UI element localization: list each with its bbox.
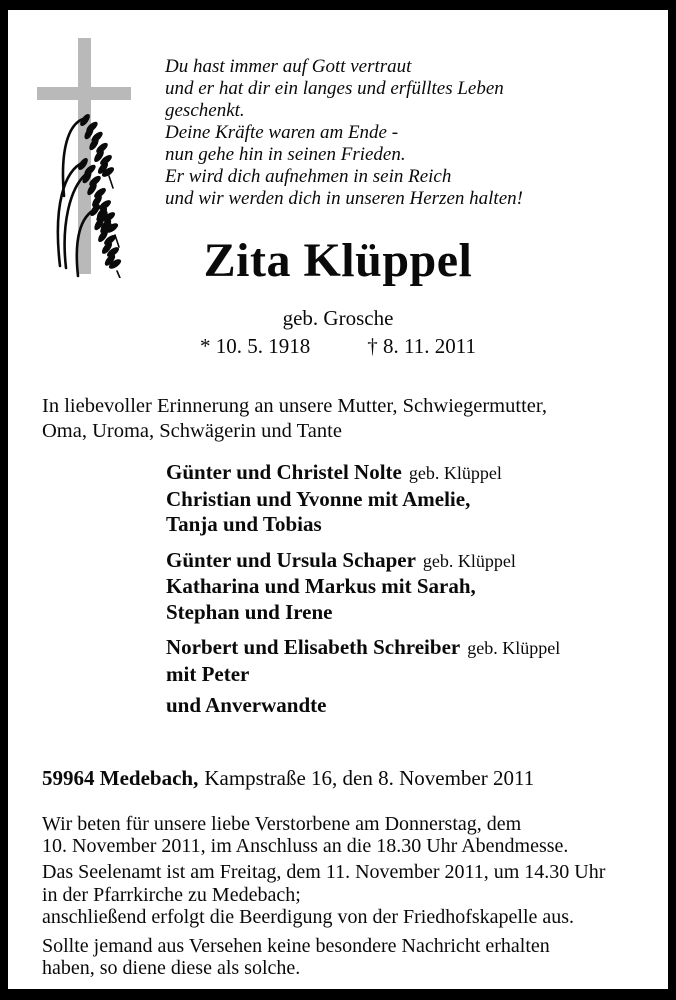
place-date-line bbox=[42, 766, 534, 791]
maiden-name: geb. Grosche bbox=[282, 306, 394, 330]
funeral-service-announcement bbox=[42, 861, 605, 929]
prayer-announcement bbox=[42, 814, 568, 857]
verse-line: geschenkt. bbox=[165, 100, 245, 121]
notification-notice bbox=[42, 935, 550, 979]
mourner-names: Günter und Ursula Schaper bbox=[166, 547, 416, 572]
verse-line: Deine Kräfte waren am Ende - bbox=[165, 122, 399, 143]
maiden-suffix: geb. Klüppel bbox=[408, 463, 502, 483]
paragraph-line: Das Seelenamt ist am Freitag, dem 11. November 2011, um 14.30 Uhr bbox=[42, 861, 606, 883]
verse-line: Er wird dich aufnehmen in sein Reich bbox=[165, 166, 452, 187]
intro-line: In liebevoller Erinnerung an unsere Mutter, Schwiegermutter, bbox=[42, 395, 547, 417]
mourner-line: mit Peter bbox=[166, 661, 250, 686]
maiden-suffix: geb. Klüppel bbox=[467, 638, 561, 658]
mourner-group bbox=[166, 693, 560, 719]
paragraph-line: Sollte jemand aus Versehen keine besondere Nachricht erhalten bbox=[42, 935, 550, 957]
mourner-head bbox=[166, 460, 560, 487]
mourner-line: Katharina und Markus mit Sarah, bbox=[166, 574, 476, 598]
mourner-group bbox=[166, 548, 560, 626]
paragraph-line: 10. November 2011, im Anschluss an die 18.30 Uhr Abendmesse. bbox=[42, 834, 569, 857]
mourner-names: Norbert und Elisabeth Schreiber bbox=[166, 635, 461, 659]
intro-line: Oma, Uroma, Schwägerin und Tante bbox=[42, 420, 342, 442]
verse-line: und wir werden dich in unseren Herzen halten! bbox=[165, 188, 523, 209]
death-date: † 8. 11. 2011 bbox=[367, 334, 476, 358]
verse-line: und er hat dir ein langes und erfülltes Leben bbox=[165, 78, 504, 99]
maiden-suffix: geb. Klüppel bbox=[422, 550, 516, 571]
mourner-line: Tanja und Tobias bbox=[166, 512, 322, 536]
mourner-head bbox=[166, 548, 560, 575]
verse-line: Du hast immer auf Gott vertraut bbox=[165, 56, 412, 77]
mourner-line: Stephan und Irene bbox=[166, 599, 333, 624]
mourner-names: und Anverwandte bbox=[166, 693, 327, 717]
mourners-list bbox=[166, 460, 560, 729]
mourner-head bbox=[166, 635, 560, 662]
verse-line: nun gehe hin in seinen Frieden. bbox=[165, 144, 406, 165]
birth-date: * 10. 5. 1918 bbox=[200, 334, 311, 358]
mourner-head bbox=[166, 693, 560, 719]
paragraph-line: in der Pfarrkirche zu Medebach; bbox=[42, 883, 301, 906]
life-dates bbox=[0, 334, 676, 359]
postal-city: 59964 Medebach, bbox=[42, 766, 199, 790]
deceased-name: Zita Klüppel bbox=[203, 234, 473, 287]
paragraph-line: anschließend erfolgt die Beerdigung von der Friedhofskapelle aus. bbox=[42, 906, 575, 928]
remembrance-intro bbox=[42, 394, 547, 444]
mourner-line: Christian und Yvonne mit Amelie, bbox=[166, 486, 471, 511]
street-date: Kampstraße 16, den 8. November 2011 bbox=[204, 766, 535, 790]
paragraph-line: Wir beten für unsere liebe Verstorbene am Donnerstag, dem bbox=[42, 813, 522, 835]
mourner-names: Günter und Christel Nolte bbox=[166, 460, 402, 484]
mourner-group bbox=[166, 460, 560, 538]
memorial-verse bbox=[165, 56, 523, 210]
paragraph-line: haben, so diene diese als solche. bbox=[42, 957, 301, 979]
mourner-group bbox=[166, 635, 560, 687]
